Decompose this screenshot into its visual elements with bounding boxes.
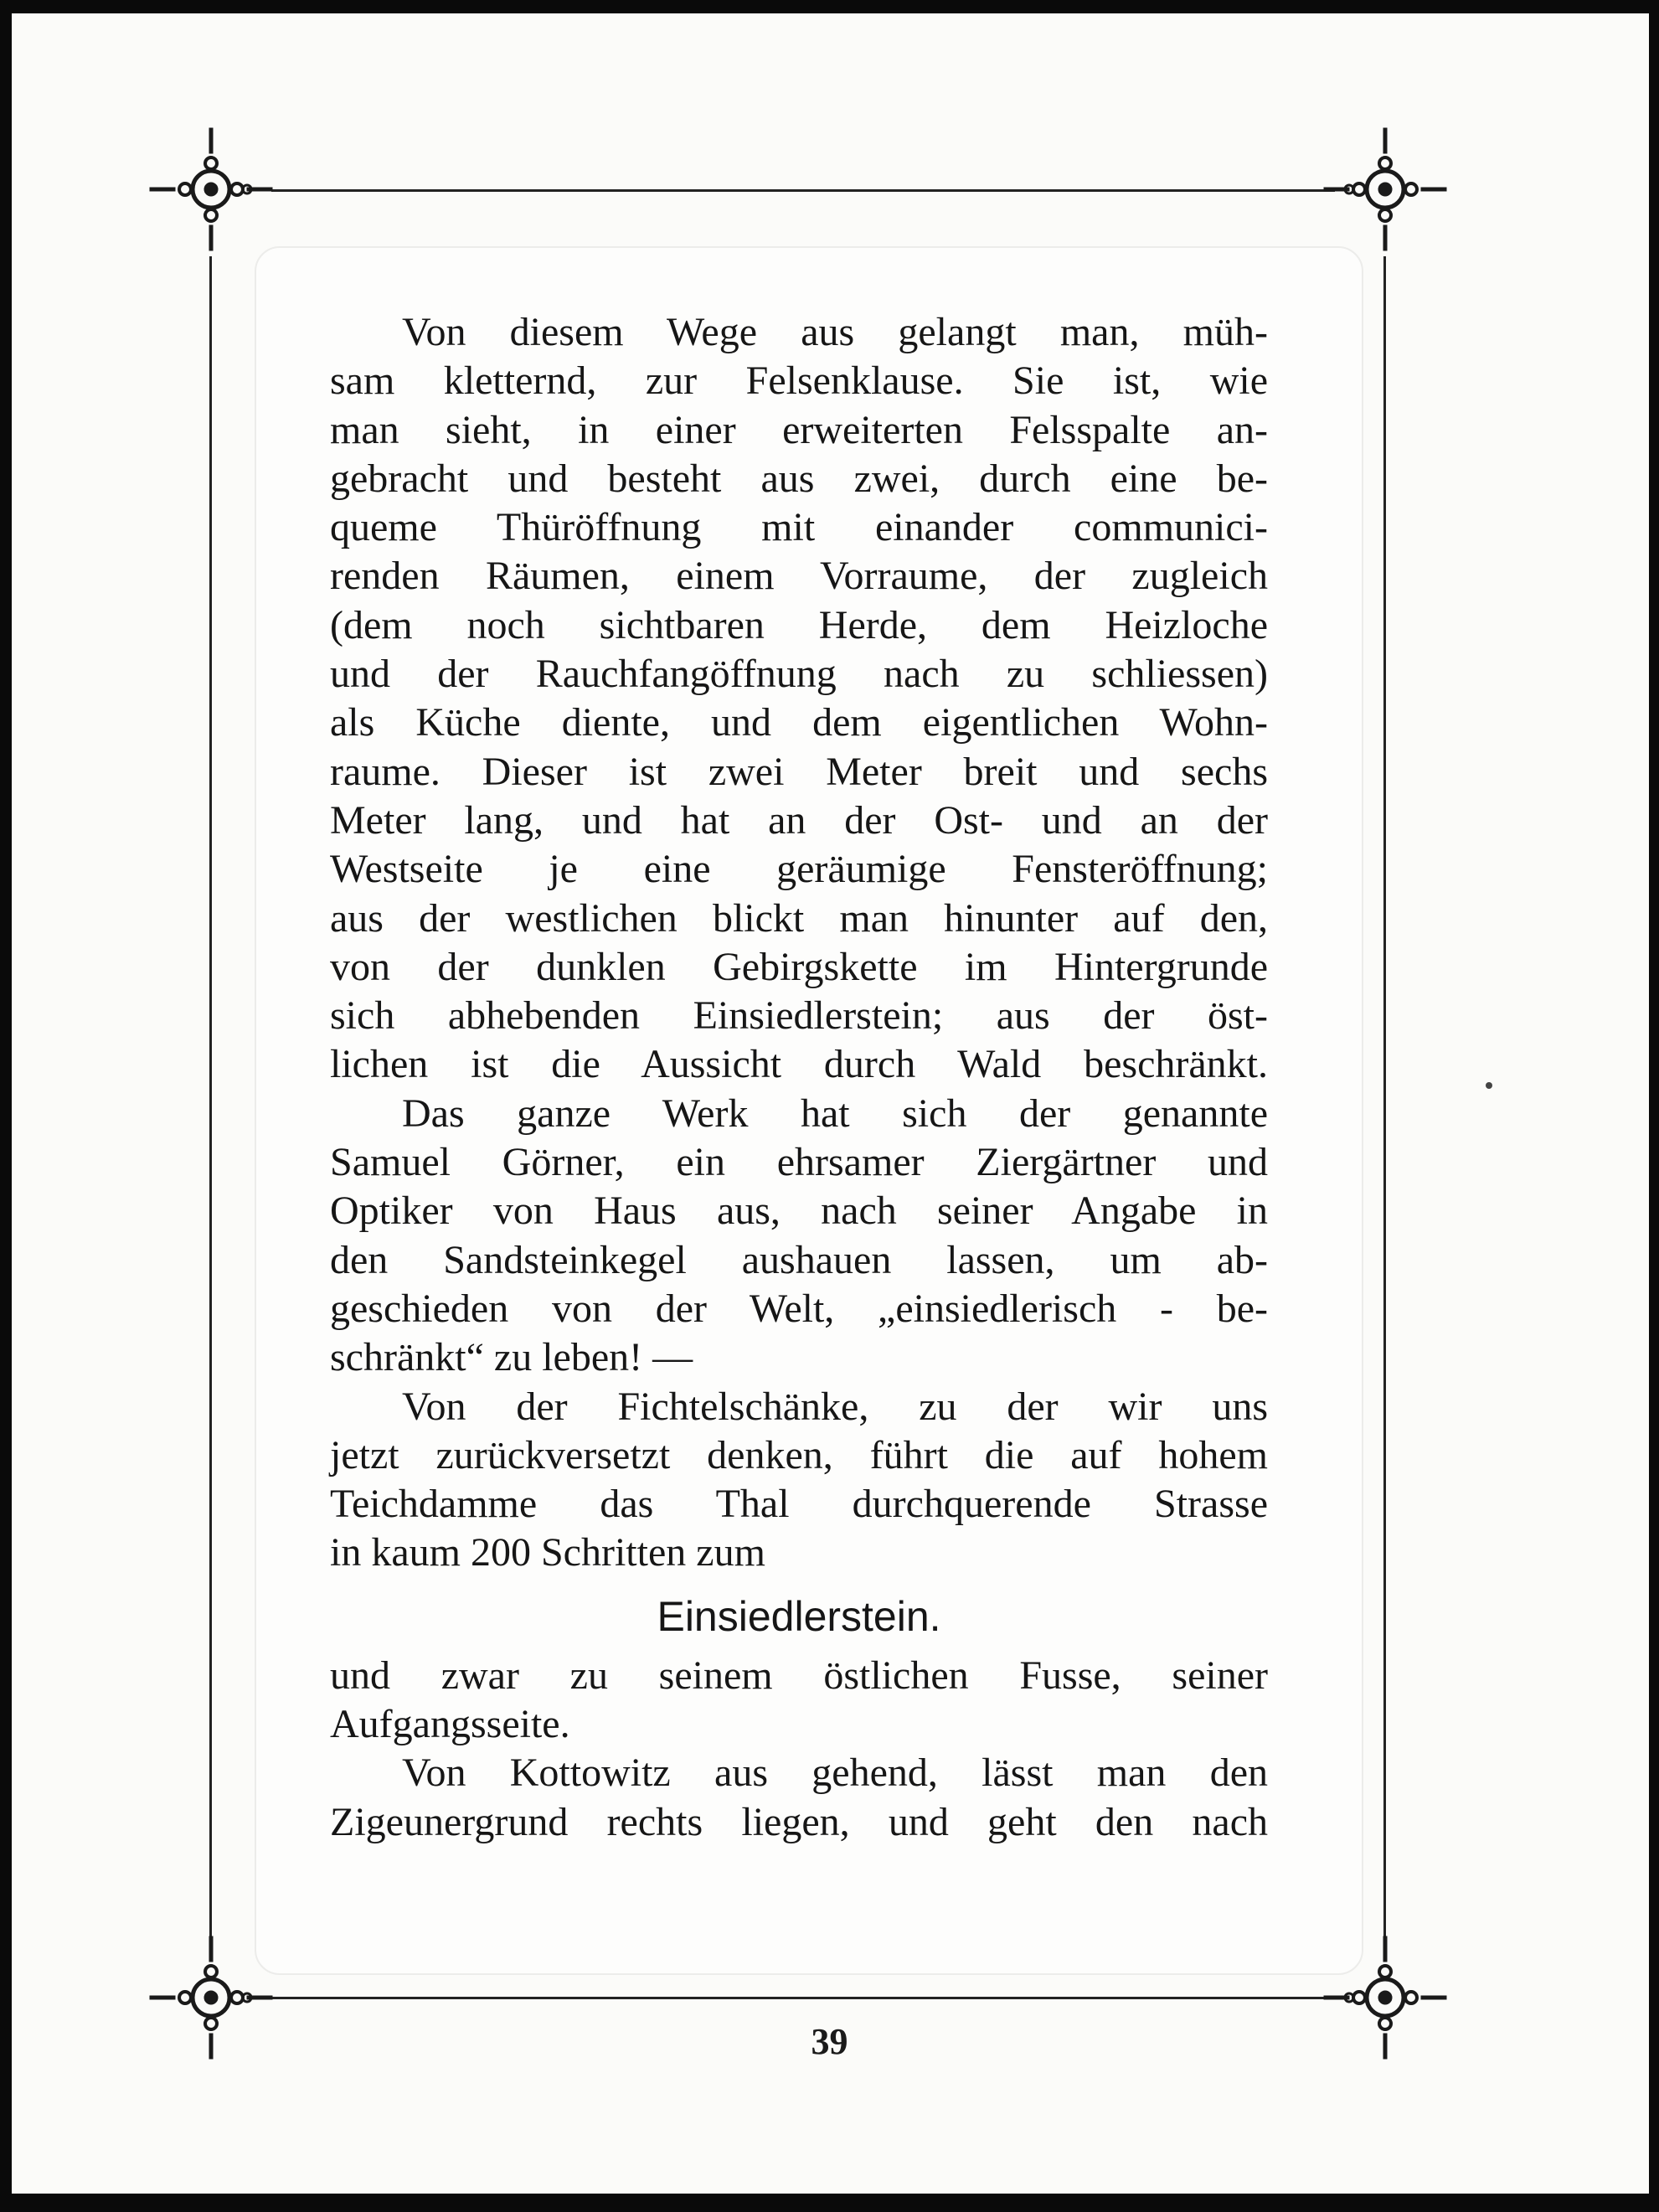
text-line: geschieden von der Welt, „einsiedlerisch - be-: [330, 1286, 1268, 1331]
text-line: und zwar zu seinem östlichen Fusse, seiner: [330, 1653, 1268, 1698]
text-line: von der dunklen Gebirgskette im Hintergrunde: [330, 944, 1268, 989]
text-line: jetzt zurückversetzt denken, führt die auf hohem: [330, 1432, 1268, 1477]
text-line: als Küche diente, und dem eigentlichen Wohn-: [330, 700, 1268, 745]
text-line: Samuel Görner, ein ehrsamer Ziergärtner und: [330, 1140, 1268, 1185]
text-line: gebracht und besteht aus zwei, durch eine be-: [330, 456, 1268, 501]
paragraph-block: [330, 308, 1268, 1578]
text-line: renden Räumen, einem Vorraume, der zugleich: [330, 554, 1268, 599]
text-line: Optiker von Haus aus, nach seiner Angabe in: [330, 1188, 1268, 1234]
text-line: Von Kottowitz aus gehend, lässt man den: [402, 1751, 1268, 1796]
paragraph-block: [330, 1652, 1268, 1847]
text-line: sam kletternd, zur Felsenklause. Sie ist, wie: [330, 358, 1268, 404]
text-line: schränkt“ zu leben! —: [330, 1335, 693, 1380]
text-line: Das ganze Werk hat sich der genannte: [402, 1091, 1268, 1136]
body-text: [330, 308, 1268, 1847]
text-line: Zigeunergrund rechts liegen, und geht den nach: [330, 1799, 1268, 1844]
text-line: aus der westlichen blickt man hinunter auf den,: [330, 895, 1268, 941]
text-line: Teichdamme das Thal durchquerende Strasse: [330, 1482, 1268, 1527]
section-heading: Einsiedlerstein.: [657, 1592, 941, 1640]
corner-ornament-icon: [1322, 126, 1448, 252]
page-number: 39: [811, 2021, 848, 2062]
text-line: Meter lang, und hat an der Ost- und an der: [330, 797, 1268, 843]
text-line: Aufgangsseite.: [330, 1702, 570, 1747]
text-line: (dem noch sichtbaren Herde, dem Heizloche: [330, 602, 1268, 647]
speck: [1486, 1082, 1492, 1089]
frame-left-line: [209, 256, 212, 1940]
text-line: in kaum 200 Schritten zum: [330, 1530, 765, 1575]
text-line: Von der Fichtelschänke, zu der wir uns: [402, 1384, 1268, 1429]
text-line: den Sandsteinkegel aushauen lassen, um ab-: [330, 1237, 1268, 1282]
frame-top-line: [271, 189, 1335, 192]
text-line: queme Thüröffnung mit einander communici-: [330, 505, 1268, 550]
text-line: man sieht, in einer erweiterten Felsspalte an-: [330, 407, 1268, 452]
frame-bottom-line: [271, 1997, 1335, 1999]
text-line: raume. Dieser ist zwei Meter breit und sechs: [330, 749, 1268, 794]
text-line: sich abhebenden Einsiedlerstein; aus der öst-: [330, 993, 1268, 1039]
text-line: Von diesem Wege aus gelangt man, müh-: [402, 310, 1268, 354]
frame-right-line: [1383, 256, 1386, 1940]
text-line: und der Rauchfangöffnung nach zu schliessen): [330, 652, 1268, 697]
corner-ornament-icon: [148, 126, 274, 252]
text-line: Westseite je eine geräumige Fensteröffnung;: [330, 847, 1268, 892]
text-line: lichen ist die Aussicht durch Wald beschränkt.: [330, 1042, 1268, 1087]
